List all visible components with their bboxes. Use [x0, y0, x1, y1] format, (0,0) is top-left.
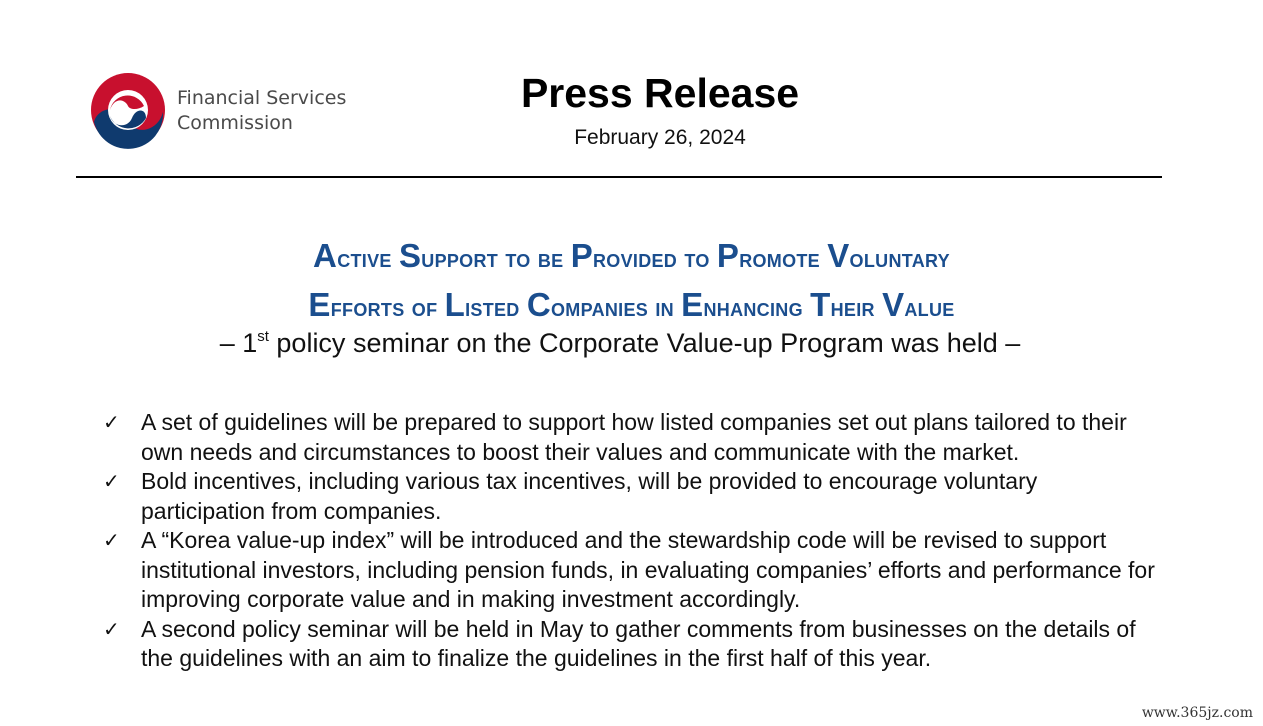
headline-cap: E	[308, 286, 331, 323]
headline-cap: A	[313, 237, 338, 274]
headline-word: ompanies in	[551, 294, 682, 322]
list-item	[103, 526, 1163, 615]
list-item-text: Bold incentives, including various tax incentives, will be provided to encourage voluntary participation from companies.	[141, 468, 1038, 524]
checkmark-icon: ✓	[103, 410, 120, 434]
headline-word: rovided to	[593, 245, 717, 273]
subtitle	[0, 328, 1240, 359]
headline-cap: V	[882, 286, 905, 323]
list-item-text: A set of guidelines will be prepared to support how listed companies set out plans tailored to their own needs and circumstances to boost their values and communicate with the market.	[141, 409, 1127, 465]
list-item-text: A second policy seminar will be held in May to gather comments from businesses on the details of the guidelines with an aim to finalize the guidelines in the first half of this year.	[141, 615, 1136, 671]
headline-cap: L	[444, 286, 466, 323]
headline-cap: V	[827, 237, 850, 274]
headline-cap: S	[398, 237, 422, 274]
subtitle-text: policy seminar on the Corporate Value-up Program was held –	[268, 328, 1021, 358]
org-name-line2: Commission	[177, 112, 293, 134]
headline-cap: C	[526, 286, 551, 323]
headline-cap: E	[681, 286, 704, 323]
headline-word: nhancing	[703, 294, 811, 322]
headline-word: oluntary	[849, 245, 950, 273]
list-item	[103, 467, 1163, 526]
headline-cap: P	[570, 237, 593, 274]
release-date: February 26, 2024	[574, 126, 746, 149]
headline-cap: T	[810, 286, 831, 323]
headline-cap: P	[716, 237, 740, 274]
list-item	[103, 615, 1163, 674]
list-item-text: A “Korea value-up index” will be introduced and the stewardship code will be revised to support institutional investors, including pension funds, in evaluating companies’ efforts and performance for improving corporate value and in making investment accordingly.	[141, 527, 1155, 612]
org-name-line1: Financial Services	[177, 87, 347, 109]
headline-word: ctive	[337, 245, 399, 273]
headline-word: romote	[739, 245, 828, 273]
checkmark-icon: ✓	[103, 469, 120, 493]
header-divider	[76, 176, 1162, 178]
headline-line2	[0, 282, 1263, 331]
headline-word: upport to be	[421, 245, 571, 273]
headline-line1	[0, 233, 1263, 282]
subtitle-prefix: – 1	[219, 328, 258, 358]
key-points-list	[103, 408, 1163, 674]
checkmark-icon: ✓	[103, 616, 120, 641]
page-title: Press Release	[520, 70, 800, 116]
headline	[0, 233, 1263, 331]
checkmark-icon: ✓	[103, 528, 120, 552]
headline-word: alue	[904, 294, 955, 322]
watermark: www.365jz.com	[1138, 704, 1257, 722]
list-item	[103, 408, 1163, 467]
headline-word: heir	[830, 294, 883, 322]
subtitle-ordinal: st	[257, 328, 269, 345]
headline-word: fforts of	[330, 294, 445, 322]
headline-word: isted	[465, 294, 527, 322]
